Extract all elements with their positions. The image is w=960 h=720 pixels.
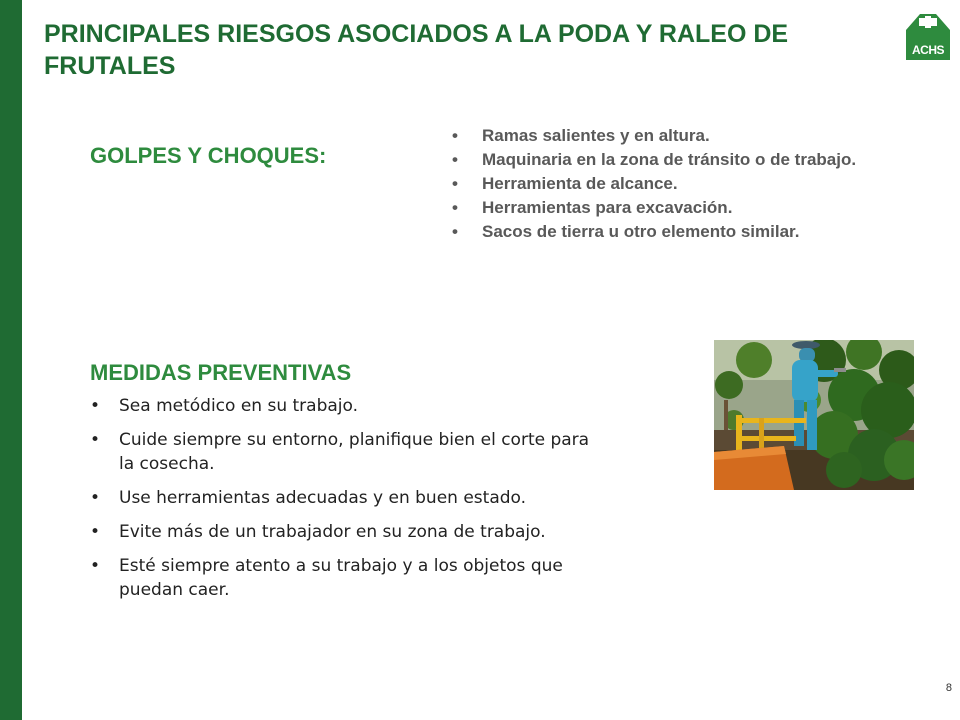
achs-logo bbox=[906, 14, 950, 60]
list-item: • Sacos de tierra u otro elemento similar. bbox=[452, 220, 892, 244]
section-heading-golpes: GOLPES Y CHOQUES: bbox=[90, 143, 327, 168]
list-item: • Use herramientas adecuadas y en buen estado. bbox=[90, 486, 600, 510]
page-number: 8 bbox=[945, 682, 952, 694]
list-item: • Herramienta de alcance. bbox=[452, 172, 892, 196]
risk-list bbox=[452, 124, 892, 244]
list-item: • Cuide siempre su entorno, planifique bien el corte para la cosecha. bbox=[90, 428, 600, 476]
left-accent-bar bbox=[0, 0, 22, 720]
logo-text: ACHS bbox=[911, 43, 944, 57]
list-item: • Sea metódico en su trabajo. bbox=[90, 394, 600, 418]
list-item: • Ramas salientes y en altura. bbox=[452, 124, 892, 148]
section-heading-medidas: MEDIDAS PREVENTIVAS bbox=[90, 360, 352, 385]
list-item: • Evite más de un trabajador en su zona de trabajo. bbox=[90, 520, 600, 544]
list-item: • Herramientas para excavación. bbox=[452, 196, 892, 220]
preventive-list bbox=[90, 394, 600, 612]
slide-title: PRINCIPALES RIESGOS ASOCIADOS A LA PODA Y RALEO DE FRUTALES bbox=[44, 20, 789, 80]
worker-pruning-illustration bbox=[714, 340, 914, 490]
list-item: • Esté siempre atento a su trabajo y a los objetos que puedan caer. bbox=[90, 554, 600, 602]
list-item: • Maquinaria en la zona de tránsito o de trabajo. bbox=[452, 148, 892, 172]
